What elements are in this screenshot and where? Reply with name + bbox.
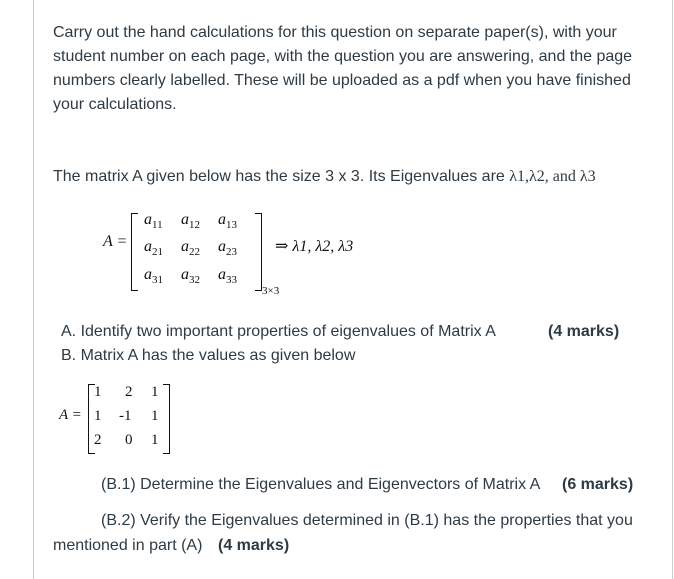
eigenvalue-symbols: λ1,λ2, and λ3 [509,168,596,185]
matrix-cell: 1 [94,408,102,424]
matrix-intro-text: The matrix A given below has the size 3 x 3. Its Eigenvalues are [53,168,510,185]
part-b-text: B. Matrix A has the values as given below [61,347,356,364]
part-b1-text: (B.1) Determine the Eigenvalues and Eigenvectors of Matrix A [101,476,541,493]
part-b2-marks: (4 marks) [218,537,290,554]
matrix-cell: 2 [94,432,102,448]
general-matrix-label: A = [103,233,128,250]
matrix-cell: $a_{32}$ [181,266,200,287]
matrix-cell: 1 [94,384,102,400]
matrix-cell: $a_{23}$ [218,238,237,259]
matrix-cell: $a_{12}$ [181,211,200,232]
part-a-marks: (4 marks) [548,323,620,340]
numeric-matrix-label: A = [59,407,82,423]
part-b1-marks: (6 marks) [562,476,634,493]
matrix-cell: $a_{21}$ [144,238,163,259]
matrix-cell: -1 [119,408,132,424]
matrix-cell: $a_{11}$ [144,211,163,232]
matrix-cell: $a_{33}$ [218,266,237,287]
matrix-cell: $a_{22}$ [181,238,200,259]
matrix-cell: 1 [151,432,159,448]
matrix-cell: $a_{31}$ [144,266,163,287]
matrix-cell: $a_{13}$ [218,211,237,232]
matrix-cell: 0 [125,432,133,448]
part-b2-text-line2: mentioned in part (A) [53,537,203,554]
matrix-size-label: 3×3 [262,285,280,297]
instructions-paragraph: Carry out the hand calculations for this question on separate paper(s), with your student number on each page, with the question you are answering, and the page numbers clearly labelled. These will be uploaded as a pdf when you have finished your calculations. [53,24,633,113]
matrix-cell: 1 [151,384,159,400]
matrix-cell: 2 [125,384,133,400]
part-b2-text-line1: (B.2) Verify the Eigenvalues determined in (B.1) has the properties that you [101,512,633,529]
matrix-cell: 1 [151,408,159,424]
part-a-text: A. Identify two important properties of eigenvalues of Matrix A [61,323,496,340]
numeric-matrix-right-bracket [163,384,170,454]
implies-eigenvalues: ⇒ λ1, λ2, λ3 [275,238,354,255]
